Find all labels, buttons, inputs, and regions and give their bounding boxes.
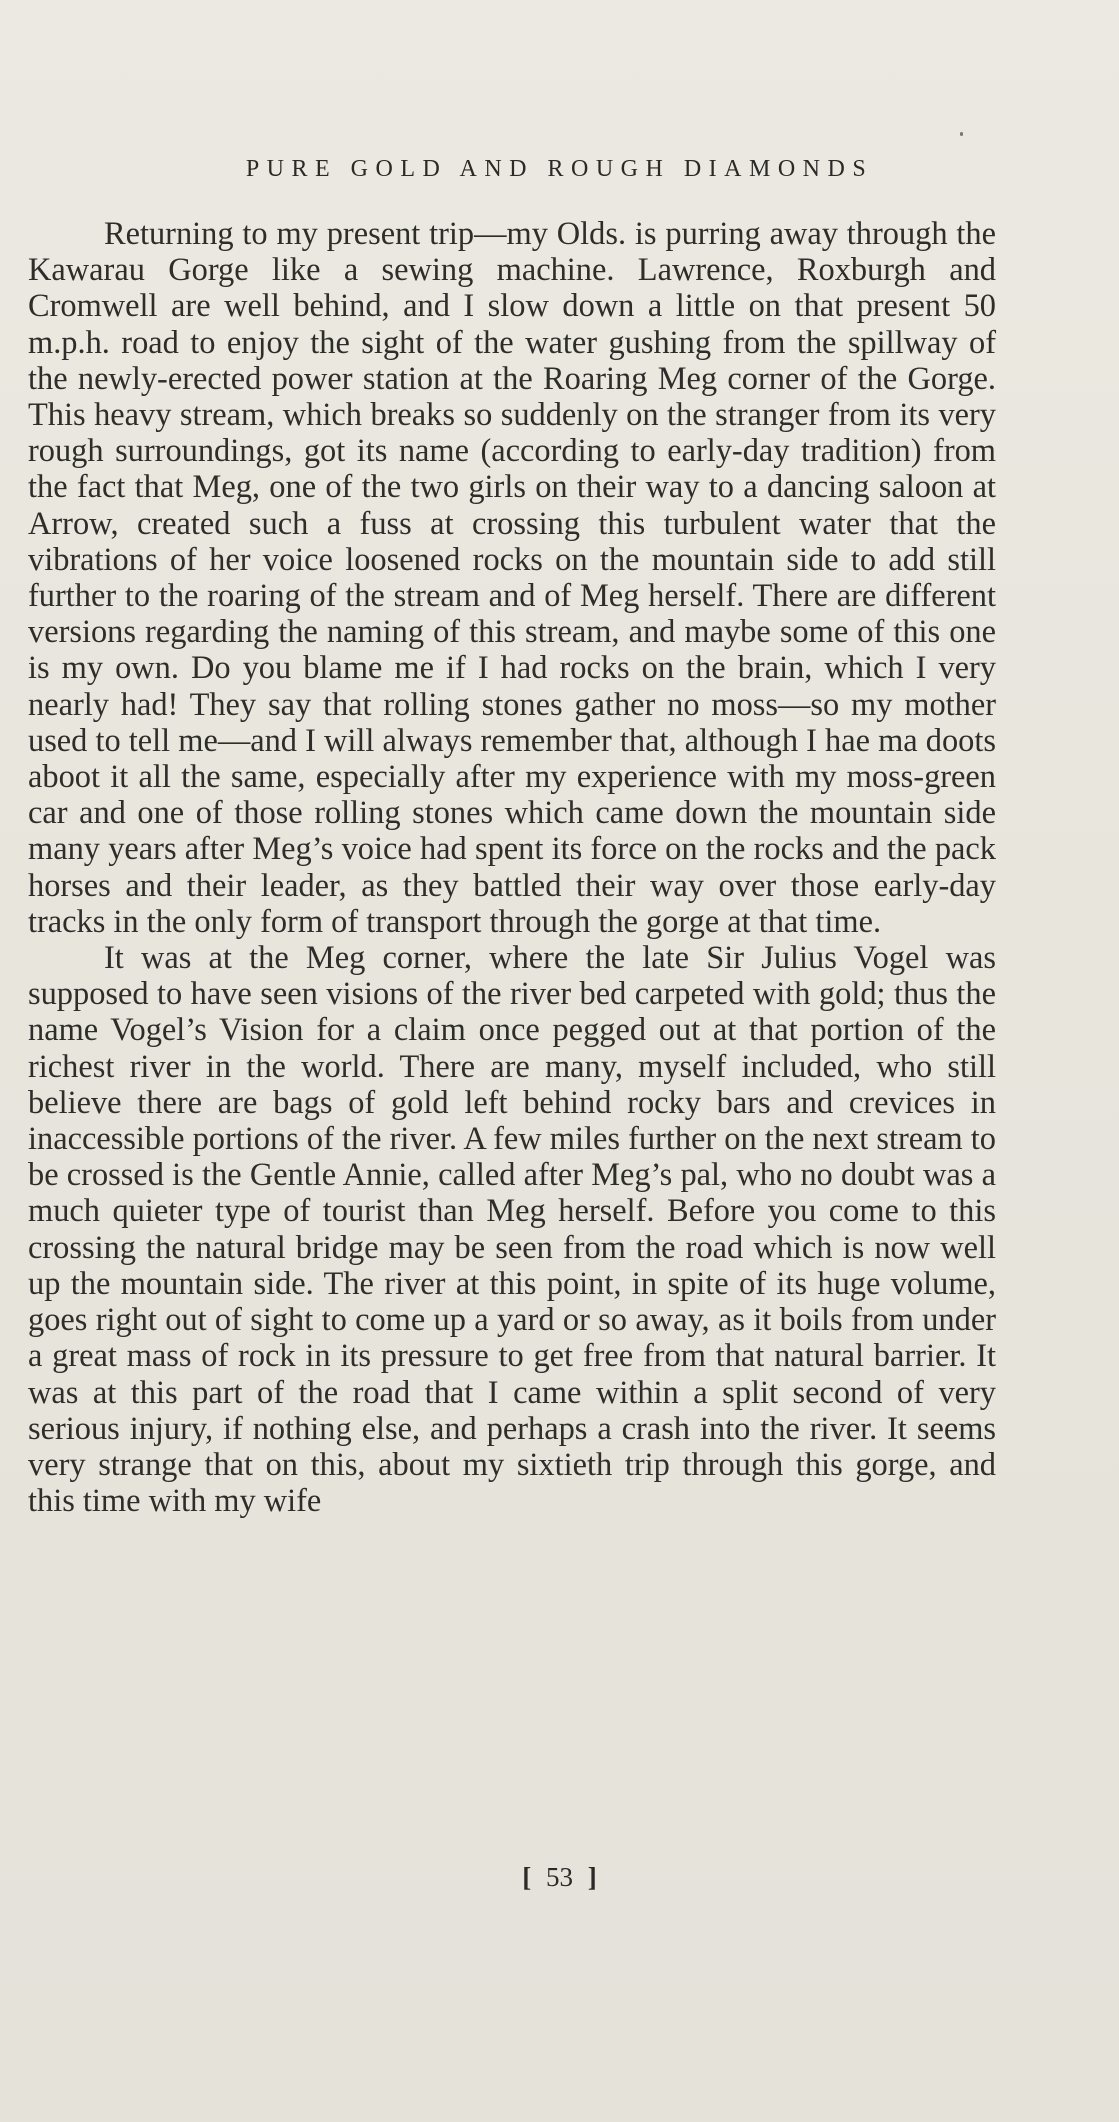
page-number-line — [0, 1862, 1119, 1893]
body-text — [28, 216, 996, 1519]
page-number: 53 — [546, 1862, 573, 1892]
bracket-open: [ — [522, 1862, 532, 1892]
running-head: PURE GOLD AND ROUGH DIAMONDS — [245, 156, 874, 182]
paragraph-1: Returning to my present trip—my Olds. is purring away through the Kawarau Gorge like a sewing machine. Lawrence, Roxburgh and Cromwell are well behind, and I slow down a little on that present 50 m.p.h. road to enjoy the sight of the water gushing from the spillway of the newly-erected power station at the Roaring Meg corner of the Gorge. This heavy stream, which breaks so suddenly on the stranger from its very rough surroundings, got its name (according to early-day tradition) from the fact that Meg, one of the two girls on their way to a dancing saloon at Arrow, created such a fuss at crossing this turbulent water that the vibrations of her voice loosened rocks on the mountain side to add still further to the roaring of the stream and of Meg herself. There are different versions regarding the naming of this stream, and maybe some of this one is my own. Do you blame me if I had rocks on the brain, which I very nearly had! They say that rolling stones gather no moss—so my mother used to tell me—and I will always remember that, although I hae ma doots aboot it all the same, especially after my experience with my moss-green car and one of those rolling stones which came down the mountain side many years after Meg’s voice had spent its force on the rocks and the pack horses and their leader, as they battled their way over those early-day tracks in the only form of transport through the gorge at that time. — [28, 216, 996, 940]
bracket-close: ] — [587, 1862, 597, 1892]
ink-speck — [960, 132, 963, 136]
paragraph-2: It was at the Meg corner, where the late Sir Julius Vogel was supposed to have seen visions of the river bed carpeted with gold; thus the name Vogel’s Vision for a claim once pegged out at that portion of the richest river in the world. There are many, myself included, who still believe there are bags of gold left behind rocky bars and crevices in inaccessible portions of the river. A few miles further on the next stream to be crossed is the Gentle Annie, called after Meg’s pal, who no doubt was a much quieter type of tourist than Meg herself. Before you come to this crossing the natural bridge may be seen from the road which is now well up the mountain side. The river at this point, in spite of its huge volume, goes right out of sight to come up a yard or so away, as it boils from under a great mass of rock in its pressure to get free from that natural barrier. It was at this part of the road that I came within a split second of very serious injury, if nothing else, and perhaps a crash into the river. It seems very strange that on this, about my sixtieth trip through this gorge, and this time with my wife — [28, 940, 996, 1520]
